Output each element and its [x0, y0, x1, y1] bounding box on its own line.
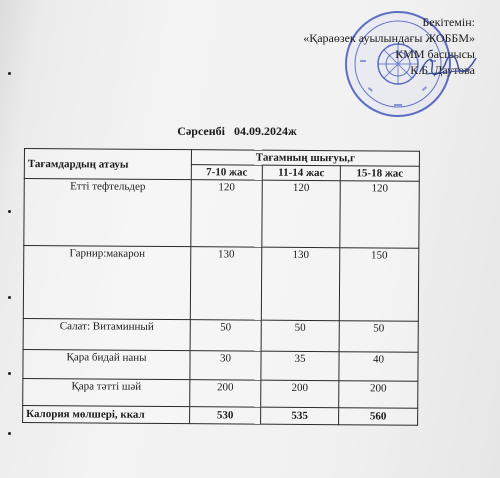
portion-value: 200	[190, 380, 261, 407]
portion-value: 130	[190, 247, 261, 320]
dish-name: Салат: Витаминный	[23, 318, 190, 350]
punch-hole-mark	[8, 210, 11, 213]
portion-value: 35	[261, 351, 339, 381]
portion-value: 30	[190, 351, 261, 380]
dish-name: Гарнир:макарон	[23, 246, 191, 320]
approval-signer: К.Б. Даутова	[410, 63, 475, 77]
total-calories-value: 560	[339, 408, 418, 426]
punch-hole-mark	[8, 72, 11, 75]
portion-value: 150	[339, 248, 419, 322]
table-row	[23, 349, 418, 381]
total-calories-value: 530	[190, 407, 261, 424]
approval-heading: Бекітемін:	[422, 15, 475, 29]
portion-value: 200	[261, 380, 339, 408]
table-row	[23, 318, 418, 352]
approval-position: КММ басшысы	[395, 47, 475, 61]
portion-value: 40	[339, 352, 418, 382]
total-calories-value: 535	[260, 407, 338, 425]
portion-value: 120	[340, 181, 419, 249]
table-row	[23, 246, 419, 322]
age-group-7-10: 7-10 жас	[191, 165, 262, 180]
dish-name: Етті тефтельдер	[24, 179, 191, 247]
menu-day-title	[0, 124, 480, 139]
header-output: Тағамның шығуы,г	[191, 150, 419, 167]
portion-value: 130	[261, 247, 340, 321]
portion-value: 50	[339, 321, 418, 353]
approval-school: «Қараөзек ауылындағы ЖОББМ»	[303, 31, 475, 45]
signature	[418, 52, 478, 78]
portion-value: 50	[261, 320, 339, 352]
punch-hole-mark	[8, 372, 11, 375]
punch-hole-mark	[8, 432, 11, 435]
total-calories-row	[23, 405, 418, 425]
menu-day: Сәрсенбі	[177, 124, 225, 138]
dish-name: Қара бидай наны	[23, 349, 190, 379]
age-group-15-18: 15-18 жас	[340, 166, 419, 182]
header-dish-name: Тағамдардың атауы	[24, 149, 191, 180]
menu-table	[22, 148, 420, 426]
portion-value: 200	[339, 381, 418, 409]
dish-name: Қара тәтті шәй	[23, 378, 190, 406]
table-row	[24, 179, 419, 249]
age-group-11-14: 11-14 жас	[262, 165, 340, 181]
portion-value: 50	[190, 320, 261, 351]
portion-value: 120	[262, 180, 341, 248]
table-row	[23, 378, 418, 408]
total-calories-label: Калория мөлшері, ккал	[23, 405, 190, 423]
portion-value: 120	[191, 180, 262, 247]
menu-date: 04.09.2024ж	[234, 124, 297, 138]
punch-hole-mark	[8, 296, 11, 299]
